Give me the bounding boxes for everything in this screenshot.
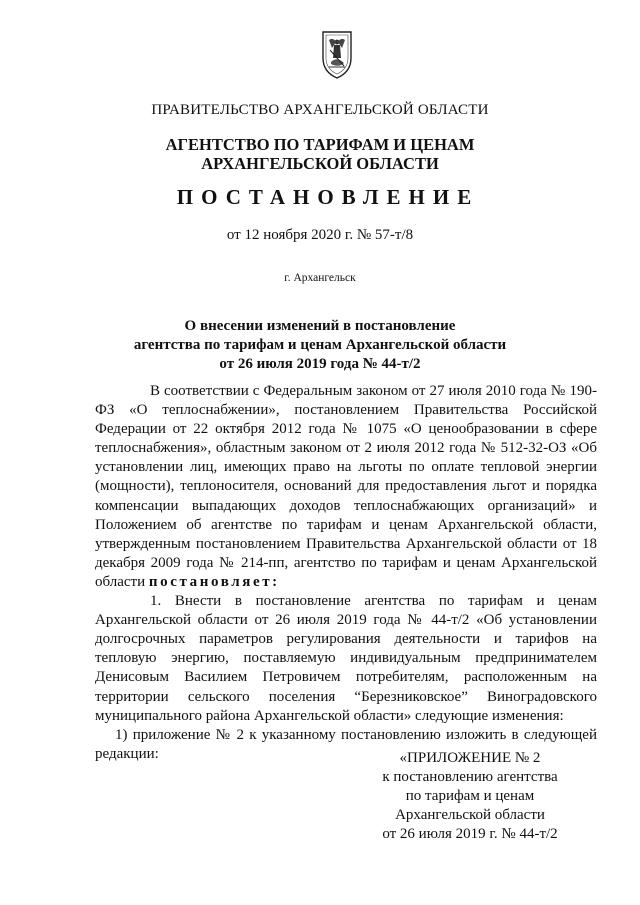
agency-name [0,135,640,173]
subject-line-2: агентства по тарифам и ценам Архангельской области [133,337,507,353]
government-name: ПРАВИТЕЛЬСТВО АРХАНГЕЛЬСКОЙ ОБЛАСТИ [151,102,489,118]
preamble-paragraph [95,382,597,592]
document-subject [0,317,640,374]
appendix-line-2: к постановлению агентства [382,769,558,786]
document-body [95,382,597,764]
document-type-title: ПОСТАНОВЛЕНИЕ [176,185,480,209]
agency-name-line-2: АРХАНГЕЛЬСКОЙ ОБЛАСТИ [201,154,439,173]
agency-name-line-1: АГЕНТСТВО ПО ТАРИФАМ И ЦЕНАМ [165,135,475,154]
coat-of-arms-icon [317,28,357,80]
appendix-line-3: по тарифам и ценам [405,788,535,805]
appendix-line-5: от 26 июля 2019 г. № 44-т/2 [382,826,558,843]
item-1-1-paragraph: 1) приложение № 2 к указанному постановлению изложить в следующей редакции: [95,726,597,762]
subject-line-3: от 26 июля 2019 года № 44-т/2 [219,356,421,372]
item-1-paragraph: 1. Внести в постановление агентства по тарифам и ценам Архангельской области от 26 июля 2019 года № 44-т/2 «Об установлении долгосрочных параметров регулирования деятельности и тарифов на тепловую энергию, поставляемую индивидуальным предпринимателем Денисовым Василием Петровичем потребителям, расположенным на территории сельского поселения “Березниковское” Виноградовского муниципального района Архангельской области» следующие изменения: [95,593,597,724]
appendix-header [370,749,570,844]
subject-line-1: О внесении изменений в постановление [184,318,456,334]
decree-word: постановляет: [148,573,280,590]
document-city: г. Архангельск [284,272,356,284]
appendix-line-1: «ПРИЛОЖЕНИЕ № 2 [399,750,541,766]
document-date-number: от 12 ноября 2020 г. № 57-т/8 [226,227,414,243]
appendix-line-4: Архангельской области [395,807,545,824]
preamble-text: В соответствии с Федеральным законом от 27 июля 2010 года № 190-ФЗ «О теплоснабжении», постановлением Правительства Российской Федерации от 22 октября 2012 года № 1075 «О ценообразовании в сфере теплоснабжения», областным законом от 2 июля 2012 года № 512-32-ОЗ «Об установлении лиц, имеющих право на льготы по оплате тепловой энергии (мощности), теплоносителя, оснований для предоставления льгот и порядка компенсации выпадающих доходов теплоснабжающих организаций» и Положением об агентстве по тарифам и ценам Архангельской области, утвержденным постановлением Правительства Архангельской области от 18 декабря 2009 года № 214-пп, агентство по тарифам и ценам Архангельской области [95,383,597,590]
